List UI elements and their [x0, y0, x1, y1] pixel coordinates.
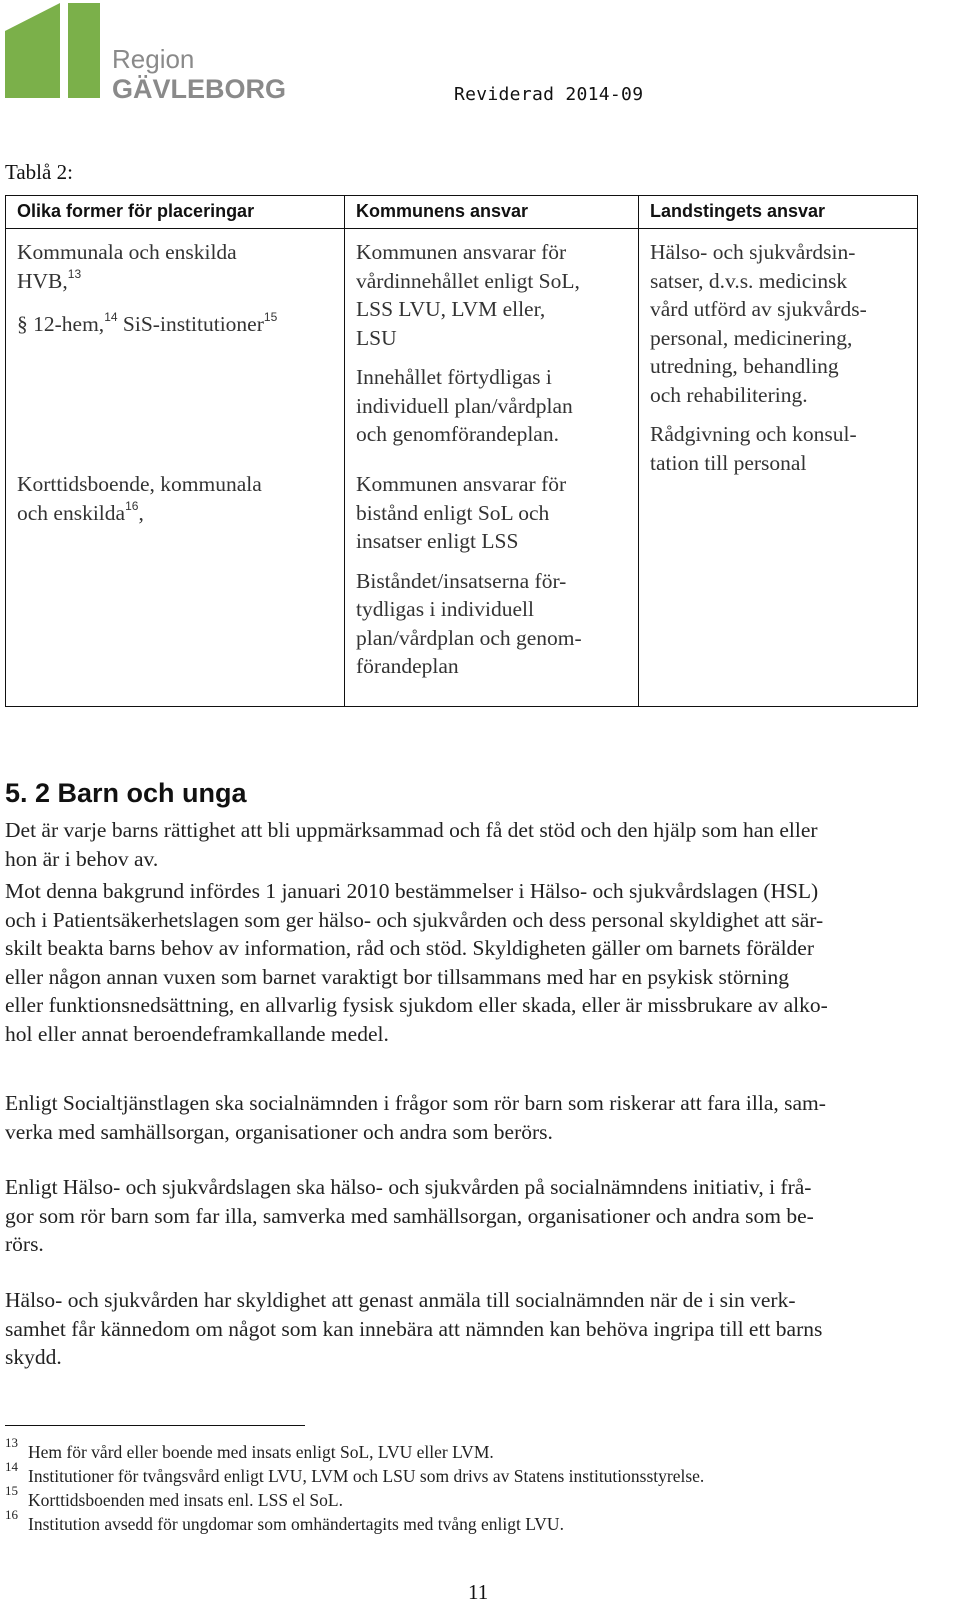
cell-line: tydligas i individuell	[356, 597, 534, 621]
placement-table	[5, 195, 918, 707]
footnote-ref-14: 14	[104, 310, 118, 324]
cell-line: personal, medicinering,	[650, 325, 853, 350]
cell-kommun-bistand	[356, 470, 632, 681]
paragraph-line: hol eller annat beroendeframkallande medel.	[5, 1021, 389, 1046]
logo-text-gavleborg: GÄVLEBORG	[112, 74, 287, 104]
paragraph-line: skydd.	[5, 1345, 62, 1369]
footnote-number: 16	[5, 1507, 18, 1522]
logo-text-region: Region	[112, 44, 195, 74]
section-heading: 5. 2 Barn och unga	[5, 778, 247, 808]
table-column-kommunens-ansvar	[345, 196, 639, 706]
paragraph-line: Det är varje barns rättighet att bli uppmärksammad och få det stöd och den hjälp som han eller	[5, 818, 818, 842]
footnote-number: 14	[5, 1459, 18, 1474]
paragraph-line: och i Patientsäkerhetslagen som ger hälso- och sjukvården och dess personal skyldighet att sär-	[5, 907, 824, 932]
paragraph-line: Hälso- och sjukvården har skyldighet att genast anmäla till socialnämnden när de i sin verk-	[5, 1288, 796, 1312]
paragraph-line: rörs.	[5, 1232, 44, 1256]
footnote-ref-16: 16	[125, 498, 139, 513]
paragraph	[5, 1089, 937, 1146]
cell-line: LSU	[356, 325, 397, 350]
cell-line: utredning, behandling	[650, 354, 839, 378]
paragraph-line: Mot denna bakgrund infördes 1 januari 2010 bestämmelser i Hälso- och sjukvårdslagen (HSL)	[5, 879, 819, 903]
table-label: Tablå 2:	[5, 160, 73, 184]
footnote-ref-15: 15	[263, 310, 278, 324]
cell-line: tation till personal	[650, 450, 807, 475]
cell-line: Kommunala och enskilda	[17, 240, 237, 264]
cell-line: och rehabilitering.	[650, 382, 808, 407]
paragraph	[5, 1173, 937, 1259]
region-gavleborg-logo	[5, 3, 287, 104]
footnote-ref-13: 13	[67, 266, 82, 281]
table-header-landstingets-ansvar: Landstingets ansvar	[639, 196, 917, 229]
footnote-text: Institution avsedd för ungdomar som omhändertagits med tvång enligt LVU.	[28, 1514, 564, 1534]
cell-line: Korttidsboende, kommunala	[17, 472, 262, 496]
cell-line: och genomförandeplan.	[356, 422, 559, 446]
footnote-text: Hem för vård eller boende med insats enligt SoL, LVU eller LVM.	[28, 1442, 494, 1462]
page-number: 11	[468, 1580, 489, 1604]
cell-line: bistånd enligt SoL och	[356, 500, 550, 525]
paragraph-line: eller funktionsnedsättning, en allvarlig fysisk sjukdom eller skada, eller är missbrukare av alko-	[5, 993, 828, 1017]
table-header-placement: Olika former för placeringar	[6, 196, 344, 229]
revision-date: Reviderad 2014-09	[454, 84, 644, 105]
cell-line: Hälso- och sjukvårdsin-	[650, 240, 856, 264]
paragraph-line: gor som rör barn som far illa, samverka med samhällsorgan, organisationer och andra som be-	[5, 1203, 814, 1228]
cell-line: insatser enligt LSS	[356, 529, 519, 553]
cell-text-enskilda: och enskilda	[17, 500, 126, 525]
footnote-number: 13	[5, 1435, 18, 1450]
paragraph-line: Enligt Socialtjänstlagen ska socialnämnden i frågor som rör barn som riskerar att fara illa, sam-	[5, 1091, 826, 1115]
paragraph-line: Enligt Hälso- och sjukvårdslagen ska hälso- och sjukvården på socialnämndens initiativ, i frå-	[5, 1175, 812, 1199]
table-column-landstingets-ansvar	[639, 196, 917, 706]
paragraph-line: verka med samhällsorgan, organisationer och andra som berörs.	[5, 1119, 553, 1144]
cell-line: LSS LVU, LVM eller,	[356, 297, 546, 321]
paragraph-line: eller någon annan vuxen som barnet varaktigt bor tillsammans med har en psykisk störning	[5, 964, 789, 989]
table-header-kommunens-ansvar: Kommunens ansvar	[345, 196, 638, 229]
cell-line: Innehållet förtydligas i	[356, 365, 552, 389]
paragraph-line: skilt beakta barns behov av information, råd och stöd. Skyldigheten gäller om barnets förälder	[5, 936, 815, 960]
cell-korttidsboende	[17, 470, 338, 530]
cell-line: Kommunen ansvarar för	[356, 472, 567, 496]
cell-line: vårdinnehållet enligt SoL,	[356, 268, 580, 293]
cell-line: vård utförd av sjukvårds-	[650, 297, 867, 321]
paragraph	[5, 877, 937, 1048]
cell-line: plan/vårdplan och genom-	[356, 625, 582, 650]
cell-text-12-hem: § 12-hem,	[17, 312, 105, 336]
cell-text-sis: SiS-institutioner	[122, 312, 264, 336]
cell-hvb	[17, 238, 338, 342]
cell-kommun-vardinnehall	[356, 238, 632, 449]
cell-line: individuell plan/vårdplan	[356, 393, 573, 418]
cell-line: satser, d.v.s. medicinsk	[650, 268, 848, 293]
cell-text-comma: ,	[138, 500, 144, 525]
paragraph-line: samhet får kännedom om något som kan innebära att nämnden kan behöva ingripa till ett barns	[5, 1316, 823, 1341]
footnote-number: 15	[5, 1483, 18, 1498]
cell-line	[17, 267, 338, 299]
footnote-divider	[5, 1425, 305, 1426]
logo-leaf-left	[5, 3, 60, 98]
footnote-text: Korttidsboenden med insats enl. LSS el SoL.	[28, 1490, 343, 1510]
cell-line: förandeplan	[356, 654, 459, 678]
cell-line	[17, 310, 338, 342]
cell-line: Rådgivning och konsul-	[650, 422, 857, 446]
logo-leaf-right	[68, 3, 100, 98]
table-column-placement	[6, 196, 345, 706]
paragraph	[5, 816, 937, 873]
footnote-text: Institutioner för tvångsvård enligt LVU, LVM och LSU som drivs av Statens institutionsstyrelse.	[28, 1466, 705, 1486]
paragraph	[5, 1286, 937, 1372]
cell-line: Biståndet/insatserna för-	[356, 568, 567, 593]
cell-line: Kommunen ansvarar för	[356, 240, 567, 264]
cell-text-hvb: HVB,	[17, 268, 68, 293]
paragraph-line: hon är i behov av.	[5, 846, 159, 871]
cell-landsting	[650, 238, 911, 477]
cell-line	[17, 499, 338, 531]
